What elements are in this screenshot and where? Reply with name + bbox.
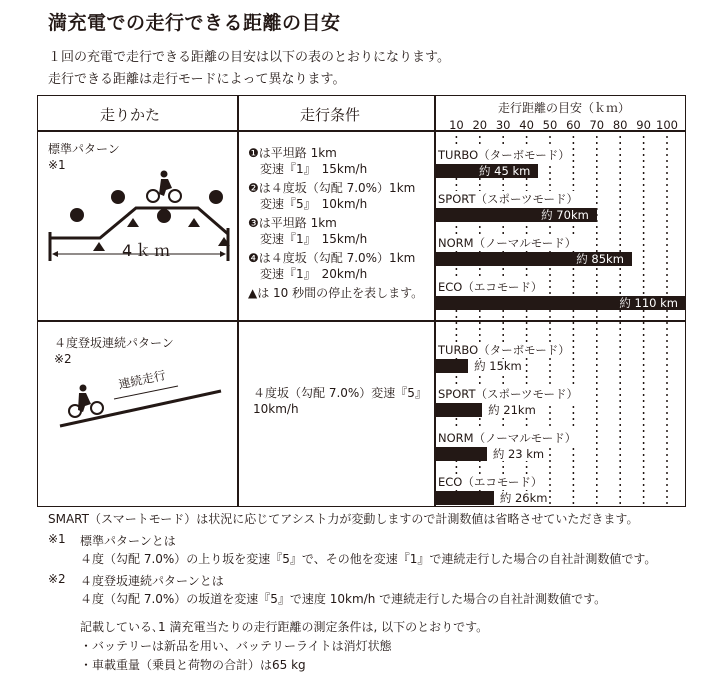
condition-line: ▲は 10 秒間の停止を表します。 — [248, 286, 424, 300]
tick-label: 90 — [636, 118, 651, 132]
tick-label: 50 — [542, 118, 558, 132]
condition-line: 10km/h — [253, 401, 299, 416]
tick-label: 70 — [589, 118, 605, 132]
distance-value: 約 21km — [488, 403, 536, 417]
condition-line: ４度坂（勾配 7.0%）変速『5』 — [253, 386, 427, 400]
condition-line: ❹は４度坂（勾配 7.0%）1km — [248, 251, 416, 265]
distance-value: 約 110 km — [619, 296, 678, 310]
tick-label: 20 — [472, 118, 488, 132]
condition-line: ❷は４度坂（勾配 7.0%）1km — [248, 181, 416, 195]
pattern-name: ４度登坂連続パターン — [54, 336, 174, 350]
distance-value: 約 26km — [499, 491, 548, 505]
header-distance: 走行距離の目安（ｋｍ） — [498, 101, 631, 115]
note-title: ４度登坂連続パターンとは — [80, 574, 224, 588]
mode-label: ECO（エコモード） — [438, 280, 543, 294]
slope-label: 連続走行 — [117, 368, 168, 392]
tick-label: 100 — [656, 118, 678, 132]
condition-item: ・バッテリーは新品を用い、バッテリーライトは消灯状態 — [80, 639, 392, 653]
smart-note: SMART（スマートモード）は状況に応じてアシスト力が変動しますので計測数値は省略させていただきます。 — [48, 512, 639, 526]
distance-bar — [435, 491, 494, 505]
mode-label: NORM（ノーマルモード） — [438, 431, 577, 445]
mode-label: NORM（ノーマルモード） — [438, 236, 577, 250]
conditions-standard — [248, 146, 423, 302]
distance-value: 約 45 km — [479, 164, 531, 178]
pattern-name: 標準パターン — [48, 142, 120, 156]
tick-label: 30 — [495, 118, 511, 132]
condition-line: 変速『1』 15km/h — [248, 161, 368, 176]
distance-label: 4ｋｍ — [122, 241, 174, 260]
condition-line: ❸は平坦路 1km — [248, 216, 337, 230]
tick-label: 10 — [449, 118, 464, 132]
condition-line: 変速『1』 20km/h — [248, 266, 368, 281]
note-mark: ※1 — [48, 532, 66, 546]
divider — [237, 96, 239, 506]
conditions-intro: 記載している､1 満充電当たりの走行距離の測定条件は, 以下のとおりです。 — [80, 620, 489, 634]
note-text: ４度（勾配 7.0%）の坂道を変速『5』で速度 10km/h で連続走行した場合の自社計測数値です。 — [80, 592, 607, 606]
intro-line: １回の充電で走行できる距離の目安は以下の表のとおりになります。 — [48, 50, 450, 65]
distance-value: 約 85km — [576, 252, 624, 266]
mode-label: TURBO（ターボモード） — [438, 148, 570, 162]
mode-label: SPORT（スポーツモード） — [438, 387, 579, 401]
cyclist-icon — [147, 171, 181, 203]
distance-value: 約 15km — [474, 359, 522, 373]
pattern-note: ※1 — [48, 158, 66, 172]
header-conditions: 走行条件 — [300, 106, 361, 124]
note-title: 標準パターンとは — [80, 534, 176, 548]
mode-label: SPORT（スポーツモード） — [438, 192, 579, 206]
cyclist-icon — [69, 385, 103, 418]
distance-value: 約 70km — [541, 208, 589, 222]
tick-label: 40 — [519, 118, 534, 132]
header-pattern: 走りかた — [100, 106, 161, 124]
intro-line: 走行できる距離は走行モードによって異なります。 — [48, 72, 346, 87]
condition-line: 変速『5』 10km/h — [248, 196, 368, 211]
range-table — [37, 95, 686, 507]
mode-label: ECO（エコモード） — [438, 475, 543, 489]
distance-value: 約 23 km — [492, 447, 545, 461]
note-mark: ※2 — [48, 572, 66, 586]
condition-line: ❶は平坦路 1km — [248, 146, 337, 160]
mode-label: TURBO（ターボモード） — [438, 343, 570, 357]
distance-bar — [435, 359, 468, 373]
pattern-note: ※2 — [54, 352, 72, 366]
distance-bar — [435, 403, 482, 417]
condition-item: ・車載重量（乗員と荷物の合計）は65 kg — [80, 658, 306, 672]
tick-label: 60 — [566, 118, 581, 132]
page-title: 満充電での走行できる距離の目安 — [48, 12, 341, 34]
note-text: ４度（勾配 7.0%）の上り坂を変速『5』で、その他を変速『1』で連続走行した場合の自社計測数値です。 — [80, 552, 657, 566]
tick-label: 80 — [612, 118, 628, 132]
condition-line: 変速『1』 15km/h — [248, 231, 368, 246]
distance-bar — [435, 447, 487, 461]
distance-chart — [435, 96, 686, 506]
conditions-slope — [253, 386, 427, 417]
